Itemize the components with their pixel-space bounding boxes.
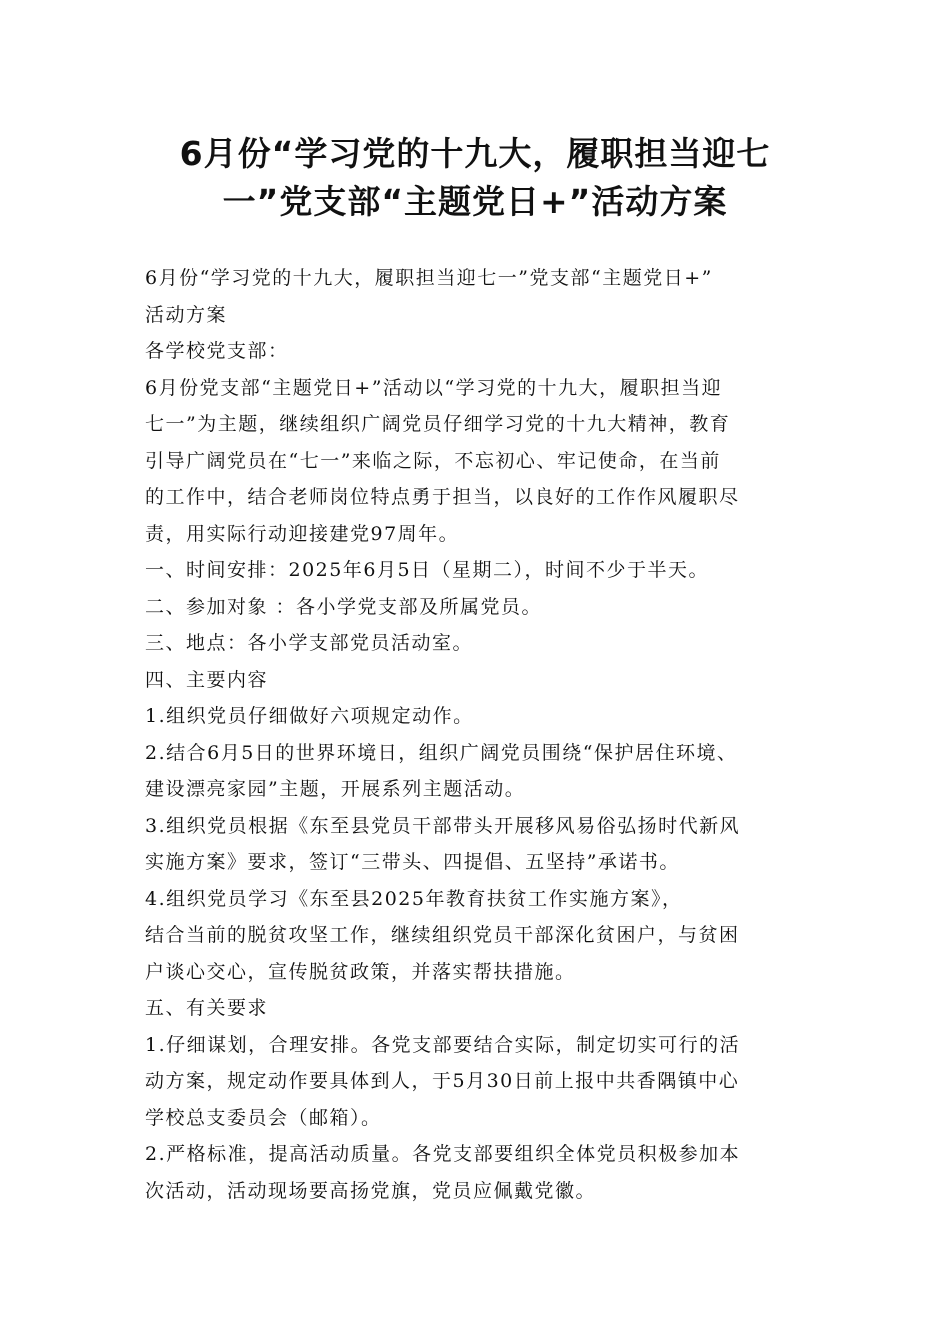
body-line: 6月份“学习党的十九大，履职担当迎七一”党支部“主题党日+”: [145, 267, 713, 289]
body-line: 2.结合6月5日的世界环境日，组织广阔党员围绕“保护居住环境、: [145, 741, 738, 764]
body-line: 动方案，规定动作要具体到人，于5月30日前上报中共香隅镇中心: [145, 1070, 740, 1092]
body-line: 户谈心交心，宣传脱贫政策，并落实帮扶措施。: [145, 960, 576, 983]
body-line: 次活动，活动现场要高扬党旗，党员应佩戴党徽。: [145, 1179, 597, 1202]
body-line: 各学校党支部：: [145, 340, 289, 362]
body-line: 实施方案》要求，签订“三带头、四提倡、五坚持”承诺书。: [145, 851, 680, 873]
body-line: 二、参加对象 ：各小学党支部及所属党员。: [145, 595, 543, 618]
body-line: 学校总支委员会（邮箱）。: [145, 1106, 382, 1129]
body-line: 引导广阔党员在“七一”来临之际，不忘初心、牢记使命，在当前: [145, 449, 721, 472]
body-line: 四、主要内容: [145, 668, 269, 691]
body-line: 的工作中，结合老师岗位特点勇于担当，以良好的工作作风履职尽: [145, 486, 740, 508]
document-body: [145, 260, 835, 1209]
body-line: 五、有关要求: [145, 997, 269, 1019]
body-line: 七一”为主题，继续组织广阔党员仔细学习党的十九大精神，教育: [145, 413, 731, 435]
body-line: 活动方案: [145, 303, 228, 326]
title-line-1: 6月份“学习党的十九大，履职担当迎七: [179, 134, 771, 173]
body-line: 2.严格标准，提高活动质量。各党支部要组织全体党员积极参加本: [145, 1143, 741, 1165]
body-line: 1.仔细谋划，合理安排。各党支部要结合实际，制定切实可行的活: [145, 1033, 741, 1056]
body-line: 责，用实际行动迎接建党97周年。: [145, 522, 460, 545]
body-line: 三、地点：各小学支部党员活动室。: [145, 632, 474, 654]
body-line: 结合当前的脱贫攻坚工作，继续组织党员干部深化贫困户，与贫困: [145, 924, 740, 946]
body-line: 3.组织党员根据《东至县党员干部带头开展移风易俗弘扬时代新风: [145, 814, 741, 837]
body-line: 建设漂亮家园”主题，开展系列主题活动。: [145, 778, 526, 800]
body-line: 6月份党支部“主题党日+”活动以“学习党的十九大，履职担当迎: [145, 376, 723, 399]
body-line: 一、时间安排：2025年6月5日（星期二），时间不少于半天。: [145, 559, 710, 581]
body-line: 4.组织党员学习《东至县2025年教育扶贫工作实施方案》，: [145, 887, 683, 910]
document-title: [90, 130, 860, 226]
title-line-2: 一”党支部“主题党日+”活动方案: [222, 182, 728, 221]
body-line: 1.组织党员仔细做好六项规定动作。: [145, 705, 474, 727]
